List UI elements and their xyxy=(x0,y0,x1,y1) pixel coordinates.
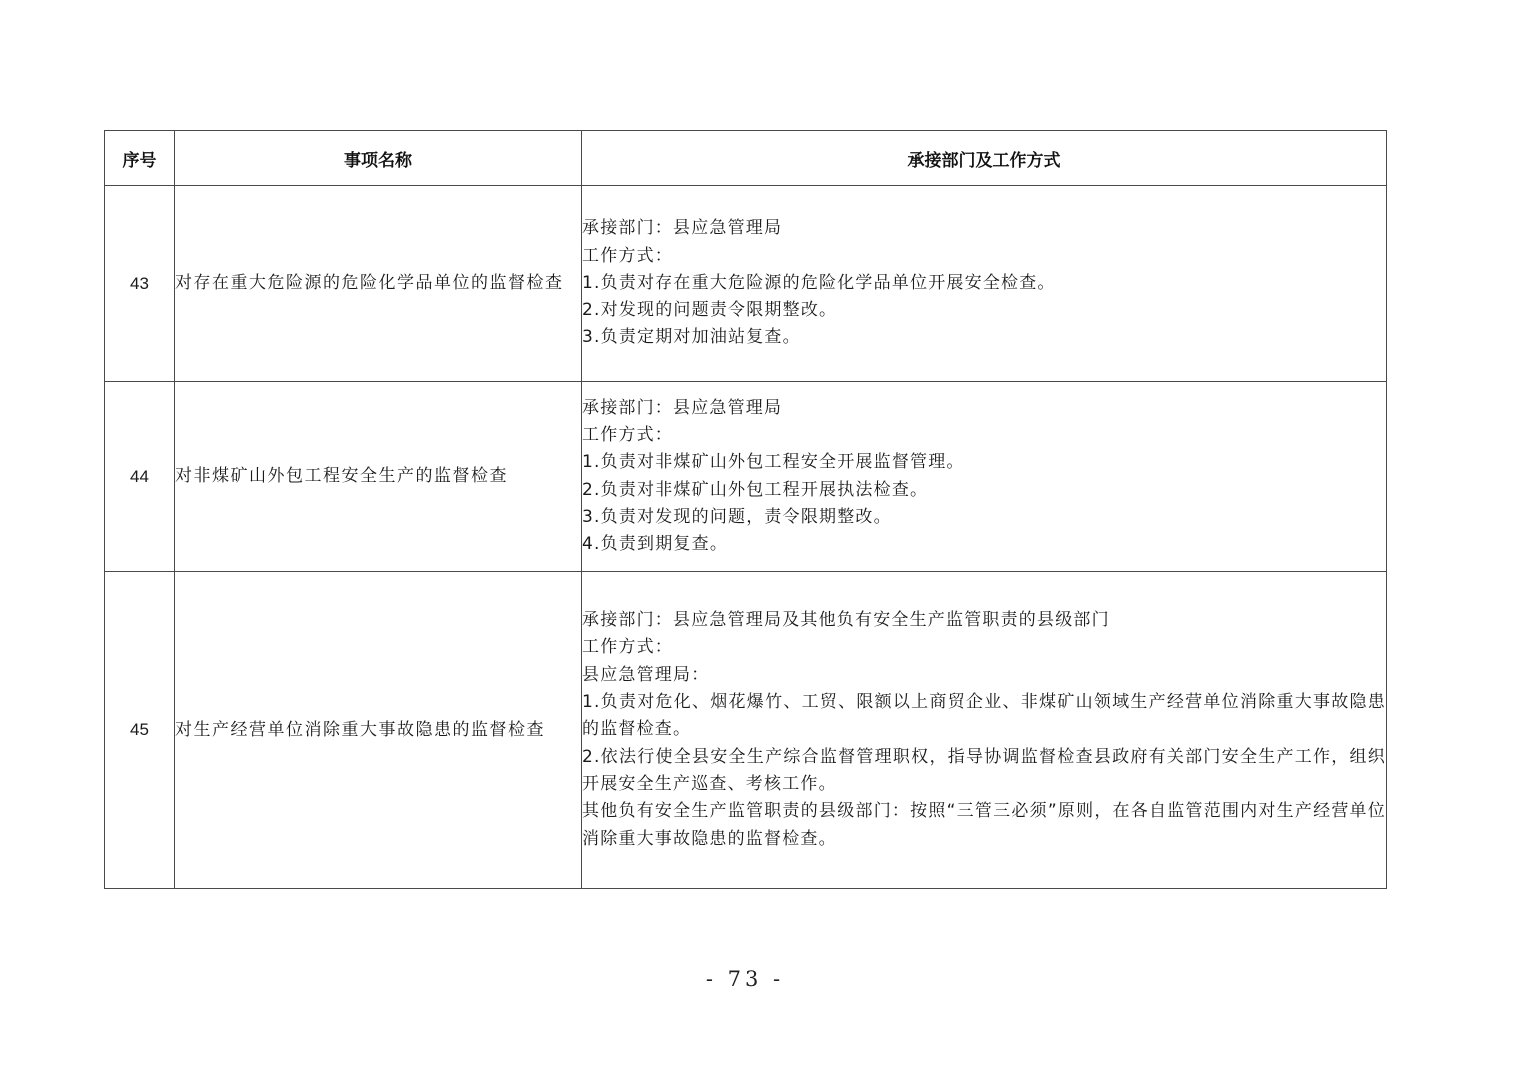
row-department-method xyxy=(582,382,1387,572)
row-serial-number: 43 xyxy=(105,186,175,382)
dept-line: 县应急管理局： xyxy=(582,664,710,685)
dept-line: 2.依法行使全县安全生产综合监督管理职权，指导协调监督检查县政府有关部门安全生产工作，组织开展安全生产巡查、考核工作。 xyxy=(582,746,1386,794)
dept-line: 承接部门：县应急管理局及其他负有安全生产监管职责的县级部门 xyxy=(582,610,1110,631)
dept-line: 2.对发现的问题责令限期整改。 xyxy=(582,300,838,321)
row-department-method xyxy=(582,186,1387,382)
dept-line: 1.负责对危化、烟花爆竹、工贸、限额以上商贸企业、非煤矿山领域生产经营单位消除重大事故隐患的监督检查。 xyxy=(582,692,1386,740)
table-row xyxy=(105,382,1387,572)
dept-line: 其他负有安全生产监管职责的县级部门：按照“三管三必须”原则，在各自监管范围内对生产经营单位消除重大事故隐患的监督检查。 xyxy=(582,801,1386,849)
header-serial-number: 序号 xyxy=(105,131,175,186)
dept-line: 4.负责到期复查。 xyxy=(582,534,729,555)
table-row xyxy=(105,186,1387,382)
dept-line: 工作方式： xyxy=(582,637,673,658)
dept-line: 承接部门：县应急管理局 xyxy=(582,218,783,239)
table-header-row xyxy=(105,131,1387,186)
row-serial-number: 44 xyxy=(105,382,175,572)
row-item-name: 对生产经营单位消除重大事故隐患的监督检查 xyxy=(175,572,582,889)
dept-line: 承接部门：县应急管理局 xyxy=(582,397,783,418)
dept-line: 工作方式： xyxy=(582,245,673,266)
dept-line: 3.负责对发现的问题，责令限期整改。 xyxy=(582,506,892,527)
row-item-name: 对存在重大危险源的危险化学品单位的监督检查 xyxy=(175,186,582,382)
dept-line: 工作方式： xyxy=(582,424,673,445)
page-number: - 73 - xyxy=(705,967,785,991)
header-department-method: 承接部门及工作方式 xyxy=(582,131,1387,186)
dept-line: 3.负责定期对加油站复查。 xyxy=(582,327,801,348)
table-row xyxy=(105,572,1387,889)
header-item-name: 事项名称 xyxy=(175,131,582,186)
row-serial-number: 45 xyxy=(105,572,175,889)
dept-line: 1.负责对非煤矿山外包工程安全开展监督管理。 xyxy=(582,452,965,473)
dept-line: 1.负责对存在重大危险源的危险化学品单位开展安全检查。 xyxy=(582,272,1056,293)
dept-line: 2.负责对非煤矿山外包工程开展执法检查。 xyxy=(582,479,929,500)
row-department-method xyxy=(582,572,1387,889)
responsibility-table xyxy=(104,130,1387,889)
row-item-name: 对非煤矿山外包工程安全生产的监督检查 xyxy=(175,382,582,572)
